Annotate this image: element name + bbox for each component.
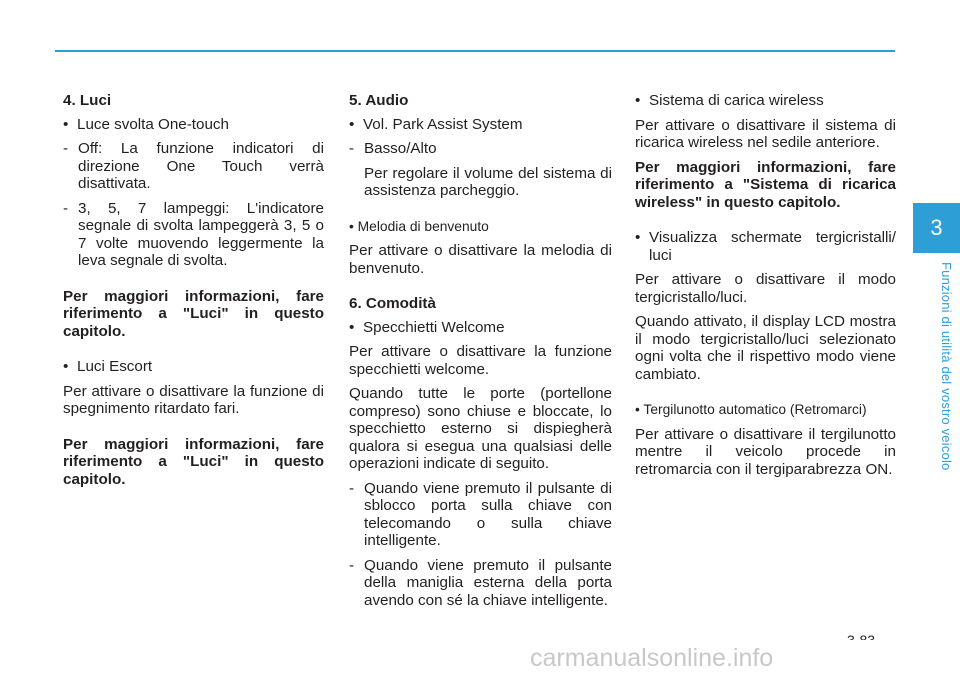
paragraph-escort: Per attivare o disattivare la funzione di spegnimento ritardato fari. bbox=[63, 382, 324, 417]
reference-note-luci-2: Per maggiori informazioni, fare riferimento a "Luci" in questo capitolo. bbox=[63, 435, 324, 488]
paragraph-wireless: Per attivare o disattivare il sistema di ricarica wireless nel sedile anteriore. bbox=[635, 116, 896, 151]
section-heading-comodita: 6. Comodità bbox=[349, 295, 436, 312]
option-sblocco: - Quando viene premuto il pulsante di sblocco porta sulla chiave con telecomando o sulla chiave intelligente. bbox=[349, 480, 612, 550]
column-2 bbox=[349, 92, 612, 616]
paragraph-volume: Per regolare il volume del sistema di assistenza parcheggio. bbox=[364, 164, 612, 199]
option-off: - Off: La funzione indicatori di direzione One Touch verrà disattivata. bbox=[63, 140, 324, 193]
watermark-band bbox=[0, 640, 960, 676]
bullet-tergilunotto: • Tergilunotto automatico (Retromarci) bbox=[635, 401, 896, 419]
header-rule bbox=[55, 50, 895, 52]
paragraph-melodia: Per attivare o disattivare la melodia di benvenuto. bbox=[349, 242, 612, 277]
chapter-tab: 3 bbox=[913, 203, 960, 253]
paragraph-porte: Quando tutte le porte (portellone compreso) sono chiuse e bloccate, lo specchietto esterno si dispiegherà qualora si esegua una qualsiasi delle operazioni indicate di seguito. bbox=[349, 385, 612, 472]
paragraph-display-lcd: Quando attivato, il display LCD mostra il modo tergicristallo/luci selezionato ogni volta che il rispettivo modo viene cambiato. bbox=[635, 313, 896, 383]
watermark: carmanualsonline.info bbox=[530, 644, 774, 672]
bullet-luce-svolta: • Luce svolta One-touch bbox=[63, 116, 324, 134]
bullet-schermate-tergicristalli: • Visualizza schermate tergicristalli/ luci bbox=[635, 229, 896, 264]
reference-note-luci: Per maggiori informazioni, fare riferimento a "Luci" in questo capitolo. bbox=[63, 287, 324, 340]
reference-note-wireless: Per maggiori informazioni, fare riferimento a "Sistema di ricarica wireless" in questo capitolo. bbox=[635, 158, 896, 211]
paragraph-specchietti: Per attivare o disattivare la funzione specchietti welcome. bbox=[349, 343, 612, 378]
paragraph-modo-tergicristallo: Per attivare o disattivare il modo tergicristallo/luci. bbox=[635, 271, 896, 306]
chapter-title: Funzioni di utilità del vostro veicolo bbox=[939, 262, 954, 471]
option-lampeggi: - 3, 5, 7 lampeggi: L'indicatore segnale di svolta lampeggerà 3, 5 o 7 volte muovendo leggermente la leva segnale di svolta. bbox=[63, 200, 324, 270]
column-3 bbox=[635, 92, 896, 485]
paragraph-tergilunotto: Per attivare o disattivare il tergilunotto mentre il veicolo procede in retromarcia con il tergiparabrezza ON. bbox=[635, 425, 896, 478]
section-heading-audio: 5. Audio bbox=[349, 92, 409, 109]
bullet-carica-wireless: • Sistema di carica wireless bbox=[635, 92, 896, 110]
column-1 bbox=[63, 92, 324, 495]
bullet-luci-escort: • Luci Escort bbox=[63, 358, 324, 376]
section-heading-luci: 4. Luci bbox=[63, 92, 112, 109]
bullet-park-assist-volume: • Vol. Park Assist System bbox=[349, 116, 612, 134]
bullet-melodia: • Melodia di benvenuto bbox=[349, 218, 612, 236]
bullet-specchietti: • Specchietti Welcome bbox=[349, 319, 612, 337]
option-maniglia: - Quando viene premuto il pulsante della maniglia esterna della porta avendo con sé la chiave intelligente. bbox=[349, 557, 612, 610]
option-basso-alto: - Basso/Alto bbox=[349, 140, 612, 158]
